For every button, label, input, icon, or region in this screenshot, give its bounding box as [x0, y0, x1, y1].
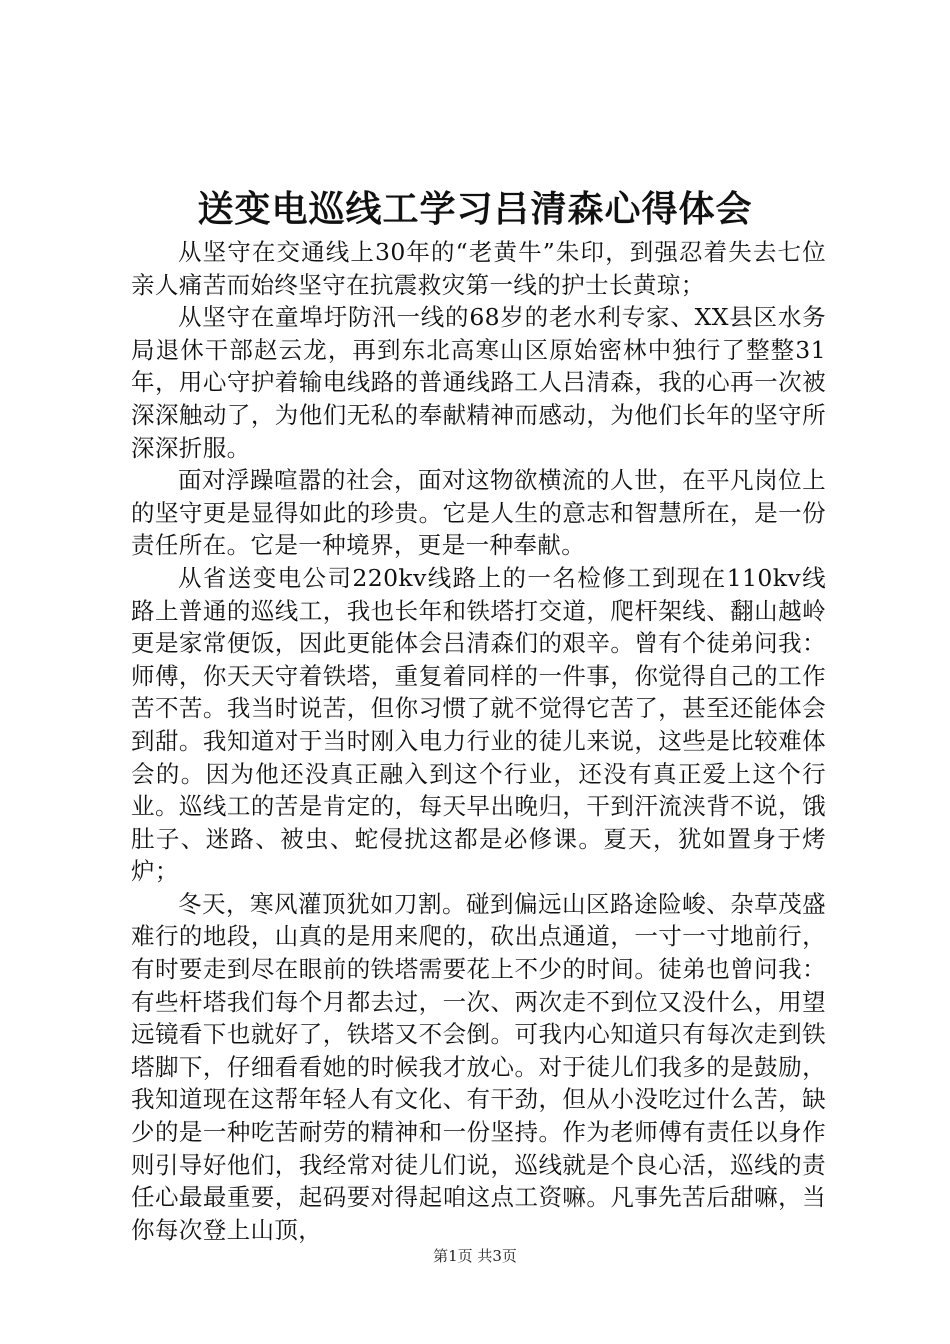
document-title: 送变电巡线工学习吕清森心得体会: [197, 188, 753, 230]
page-footer: 第1页 共3页: [433, 1247, 517, 1265]
paragraph-1: 从坚守在交通线上30年的“老黄牛”朱印，到强忍着失去七位亲人痛苦而始终坚守在抗震救灾第一线的护士长黄琼；: [131, 238, 826, 299]
paragraph-3: 面对浮躁喧嚣的社会，面对这物欲横流的人世，在平凡岗位上的坚守更是显得如此的珍贵。它是人生的意志和智慧所在，是一份责任所在。它是一种境界，更是一种奉献。: [131, 466, 826, 560]
paragraph-5: 冬天，寒风灌顶犹如刀割。碰到偏远山区路途险峻、杂草茂盛难行的地段，山真的是用来爬的，砍出点通道，一寸一寸地前行，有时要走到尽在眼前的铁塔需要花上不少的时间。徒弟也曾问我：有些杆塔我们每个月都去过，一次、两次走不到位又没什么，用望远镜看下也就好了，铁塔又不会倒。可我内心知道只有每次走到铁塔脚下，仔细看看她的时候我才放心。对于徒儿们我多的是鼓励，我知道现在这帮年轻人有文化、有干劲，但从小没吃过什么苦，缺少的是一种吃苦耐劳的精神和一份坚持。作为老师傅有责任以身作则引导好他们，我经常对徒儿们说，巡线就是个良心活，巡线的责任心最最重要，起码要对得起咱这点工资嘛。凡事先苦后甜嘛，当你每次登上山顶，: [131, 889, 826, 1244]
paragraph-4: 从省送变电公司220kv线路上的一名检修工到现在110kv线路上普通的巡线工，我也长年和铁塔打交道，爬杆架线、翻山越岭更是家常便饭，因此更能体会吕清森们的艰辛。曾有个徒弟问我：师傅，你天天守着铁塔，重复着同样的一件事，你觉得自己的工作苦不苦。我当时说苦，但你习惯了就不觉得它苦了，甚至还能体会到甜。我知道对于当时刚入电力行业的徒儿来说，这些是比较难体会的。因为他还没真正融入到这个行业，还没有真正爱上这个行业。巡线工的苦是肯定的，每天早出晚归，干到汗流浃背不说，饿肚子、迷路、被虫、蛇侵扰这都是必修课。夏天，犹如置身于烤炉；: [131, 563, 826, 886]
document-body: [131, 236, 826, 1246]
paragraph-2: 从坚守在童埠圩防汛一线的68岁的老水利专家、XX县区水务局退休干部赵云龙，再到东北高寒山区原始密林中独行了整整31年，用心守护着输电线路的普通线路工人吕清森，我的心再一次被深深触动了，为他们无私的奉献精神而感动，为他们长年的坚守所深深折服。: [131, 303, 826, 462]
